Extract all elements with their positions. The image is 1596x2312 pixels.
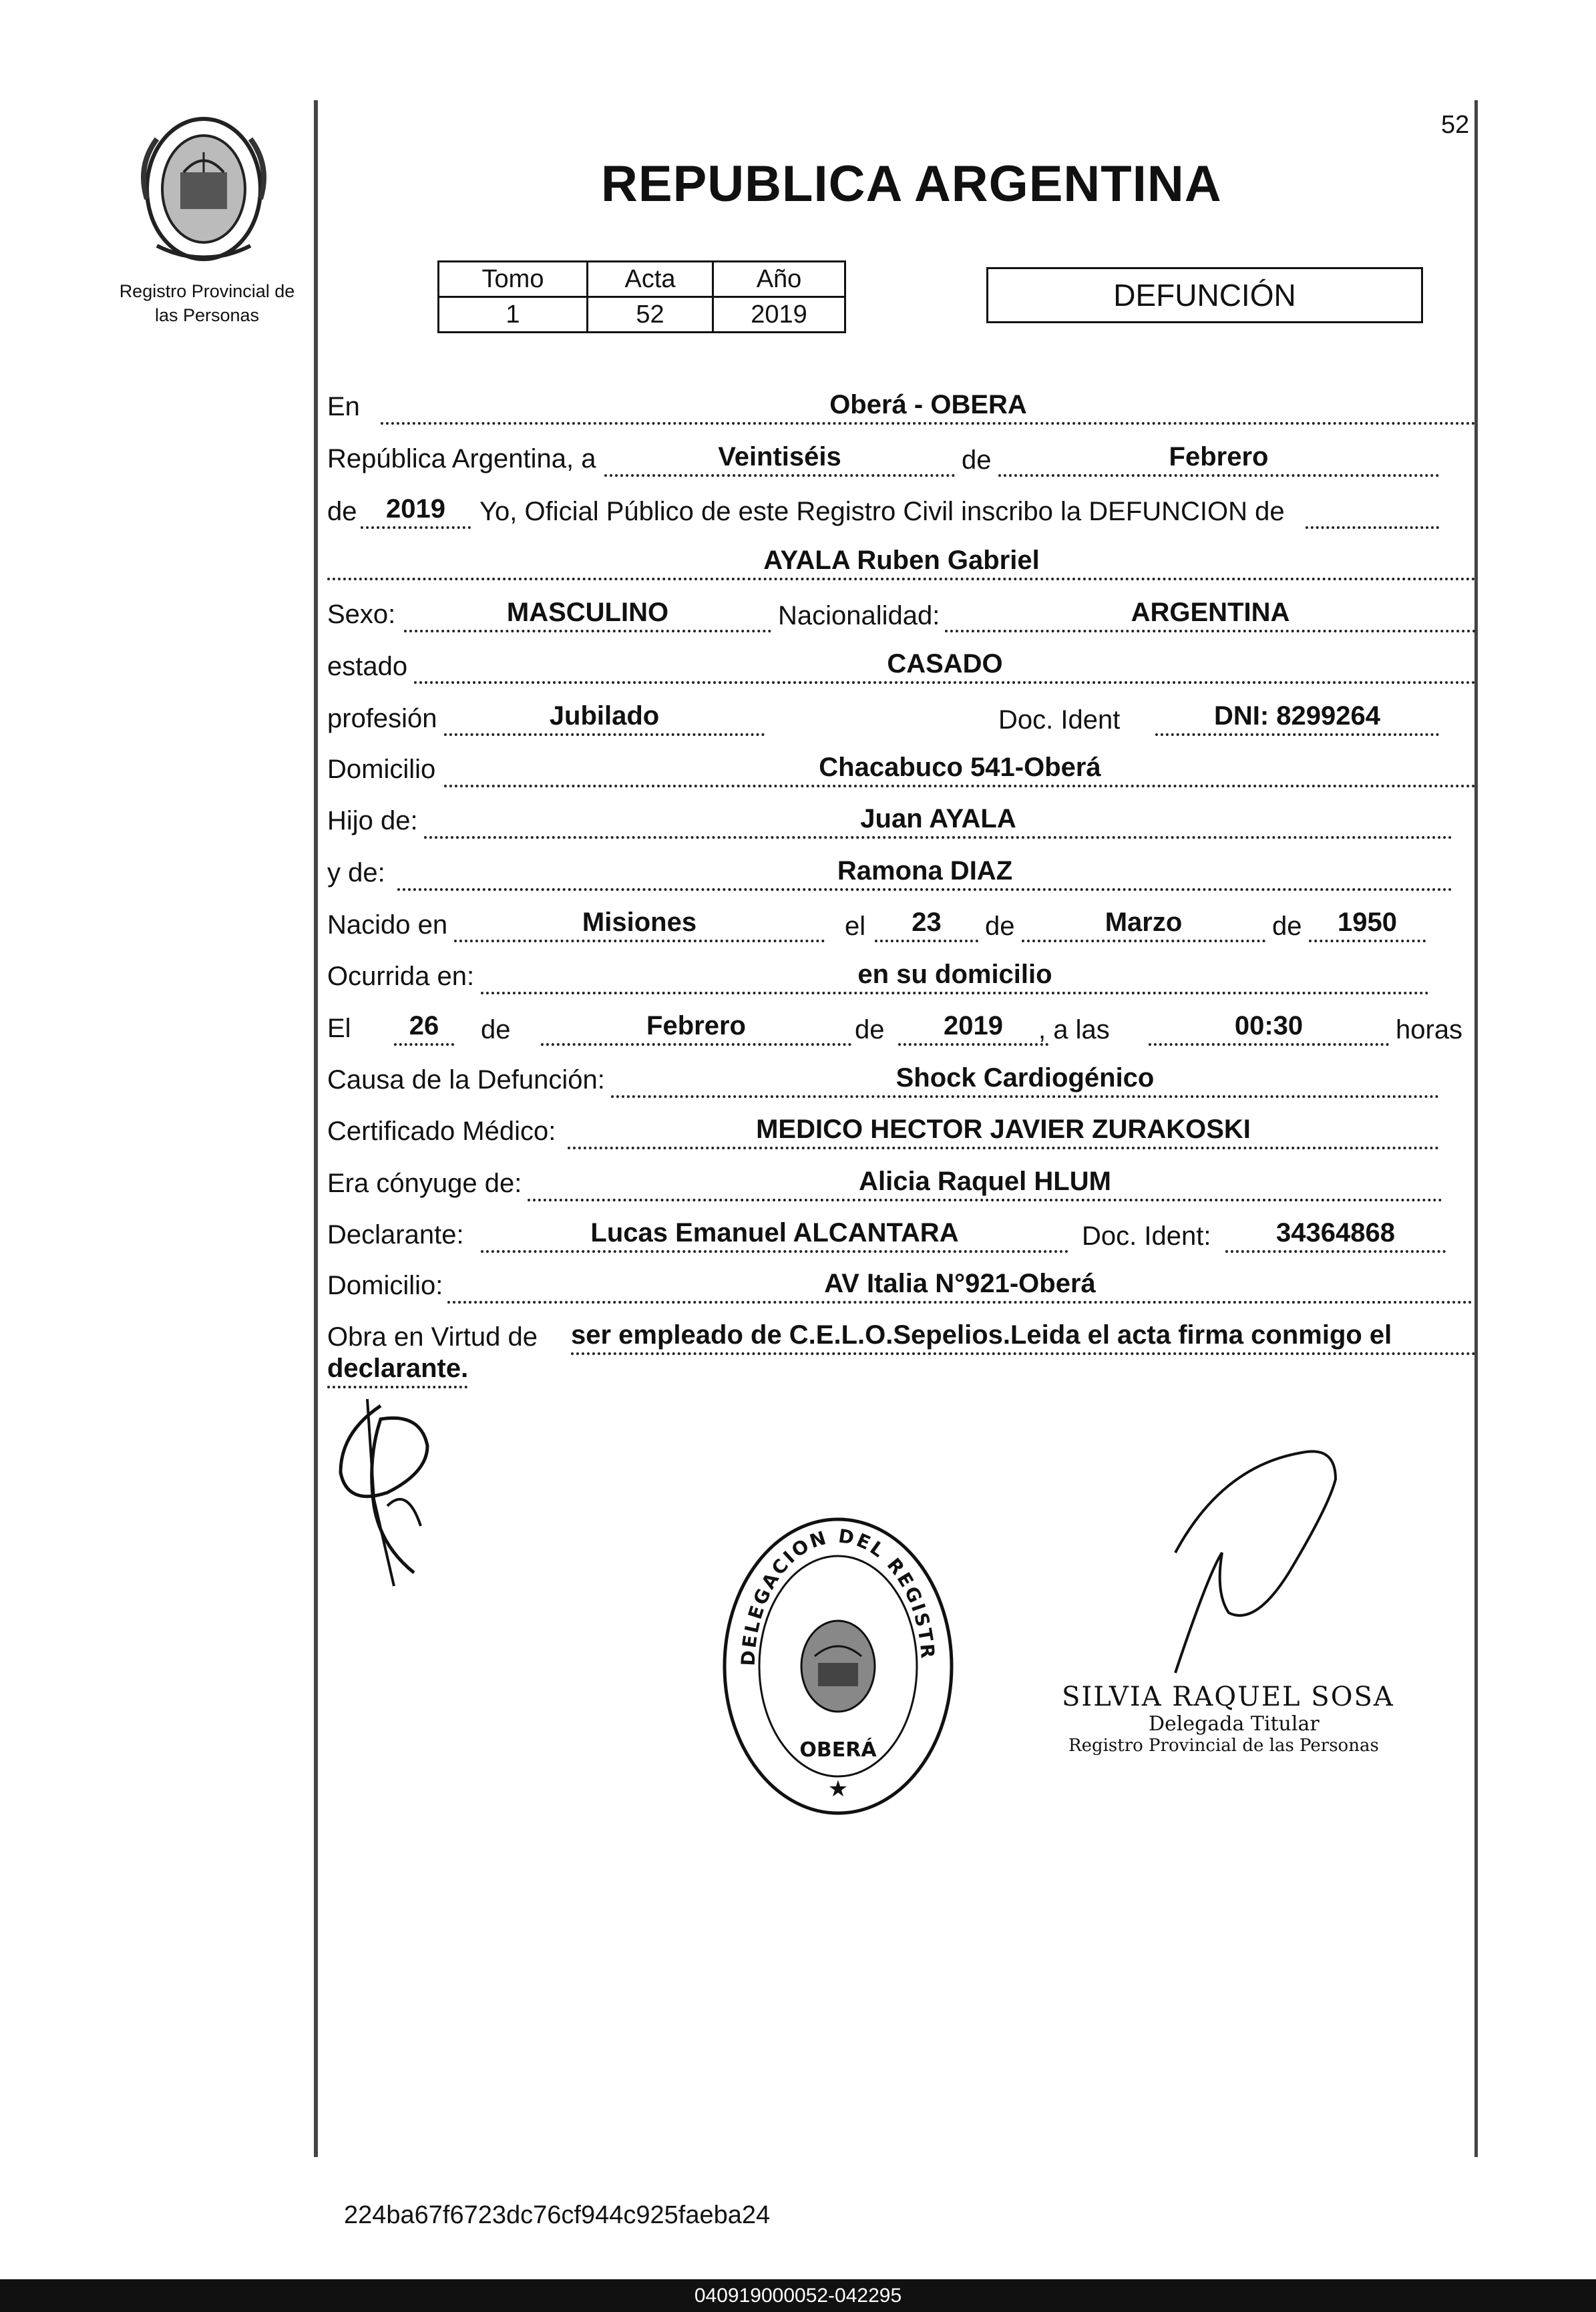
page-title: REPUBLICA ARGENTINA [601,156,1222,212]
estado-field: CASADO [414,648,1476,684]
record-header-tomo: Tomo [439,262,588,297]
day-words-field: Veintiséis [604,441,955,477]
official-org: Registro Provincial de las Personas [1068,1736,1379,1756]
decl-doc-label: Doc. Ident: [1082,1221,1211,1251]
year-prefix-label: de [327,497,357,526]
causa-label: Causa de la Defunción: [327,1065,605,1095]
emblem-caption [100,279,314,327]
birth-month-field: Marzo [1022,906,1265,942]
seal-city: OBERÁ [799,1738,877,1762]
record-type-box: DEFUNCIÓN [986,267,1423,323]
sexo-label: Sexo: [327,600,396,629]
occurred-place-field: en su domicilio [481,958,1429,994]
profesion-label: profesión [327,704,437,733]
obra-label: Obra en Virtud de [327,1322,538,1352]
hijo-de-label: Hijo de: [327,806,418,835]
nacionalidad-label: Nacionalidad: [778,601,940,630]
conyuge-label: Era cónyuge de: [327,1169,522,1198]
record-value-acta: 52 [588,297,713,333]
nacido-en-label: Nacido en [327,910,448,940]
father-field: Juan AYALA [424,803,1452,839]
mother-field: Ramona DIAZ [397,855,1452,891]
birth-de-label-1: de [985,912,1015,941]
domicilio-label: Domicilio [327,755,436,784]
a-las-label: , a las [1038,1015,1110,1044]
official-seal [718,1513,958,1820]
birth-year-field: 1950 [1309,906,1426,942]
record-table [437,260,846,333]
year-field: 2019 [361,493,471,529]
declarant-signature [327,1392,474,1593]
el2-label: El [327,1014,351,1043]
estado-label: estado [327,652,408,681]
certificado-label: Certificado Médico: [327,1117,556,1146]
birth-day-field: 23 [875,906,978,942]
causa-field: Shock Cardiogénico [611,1062,1439,1098]
death-month-field: Febrero [541,1010,851,1046]
record-header-acta: Acta [588,262,713,297]
sexo-field: MASCULINO [404,596,771,632]
barcode-bar: 040919000052-042295 [0,2279,1596,2312]
death-day-field: 26 [394,1010,454,1046]
death-de-label-1: de [481,1015,511,1044]
official-role: Delegada Titular [1149,1712,1320,1736]
month-field: Febrero [998,441,1439,477]
record-value-tomo: 1 [439,297,588,333]
official-stamp [1062,1682,1394,1756]
y-de-label: y de: [327,858,385,888]
emblem-caption-line1: Registro Provincial de [119,281,295,301]
official-name: SILVIA RAQUEL SOSA [1062,1682,1394,1712]
page-number: 52 [1441,111,1470,139]
doc-ident-field: DNI: 8299264 [1155,700,1439,736]
domicilio-field: Chacabuco 541-Oberá [444,751,1476,787]
horas-label: horas [1396,1015,1463,1044]
nacionalidad-field: ARGENTINA [945,596,1476,632]
certificado-field: MEDICO HECTOR JAVIER ZURAKOSKI [568,1113,1439,1149]
en-label: En [327,392,360,421]
place-field: Oberá - OBERA [381,389,1476,425]
seal-ring-text: DELEGACION DEL REGISTR [737,1525,940,1667]
declarante-field: Lucas Emanuel ALCANTARA [481,1217,1068,1253]
death-year-field: 2019 [898,1010,1048,1046]
record-header-ano: Año [713,262,845,297]
left-margin-line [314,100,318,2157]
statement-tail-field [1306,493,1439,529]
obra-text-line1: ser empleado de C.E.L.O.Sepelios.Leida el acta firma conmigo el [571,1319,1476,1355]
obra-text-line2: declarante. [327,1352,467,1388]
death-time-field: 00:30 [1149,1010,1389,1046]
profesion-field: Jubilado [444,700,765,736]
decl-domicilio-label: Domicilio: [327,1271,443,1300]
birth-place-field: Misiones [454,906,825,942]
document-hash: 224ba67f6723dc76cf944c925faeba24 [344,2201,771,2229]
decl-doc-field: 34364868 [1225,1217,1446,1253]
province-emblem [130,112,277,272]
birth-de-label-2: de [1272,912,1302,941]
svg-text:★: ★ [827,1776,849,1802]
el-label: el [845,912,866,941]
de-label-1: de [962,445,992,475]
ocurrida-label: Ocurrida en: [327,962,475,991]
death-de-label-2: de [855,1015,885,1044]
decl-domicilio-field: AV Italia N°921-Oberá [447,1268,1472,1304]
record-value-ano: 2019 [713,297,845,333]
declarante-label: Declarante: [327,1220,464,1249]
doc-ident-label: Doc. Ident [998,705,1121,735]
republica-label: República Argentina, a [327,444,596,473]
deceased-name-field: AYALA Ruben Gabriel [327,544,1476,580]
conyuge-field: Alicia Raquel HLUM [528,1165,1442,1201]
official-statement: Yo, Oficial Público de este Registro Civil inscribo la DEFUNCION de [479,497,1285,526]
emblem-caption-line2: las Personas [154,305,260,325]
official-signature [1135,1439,1362,1693]
